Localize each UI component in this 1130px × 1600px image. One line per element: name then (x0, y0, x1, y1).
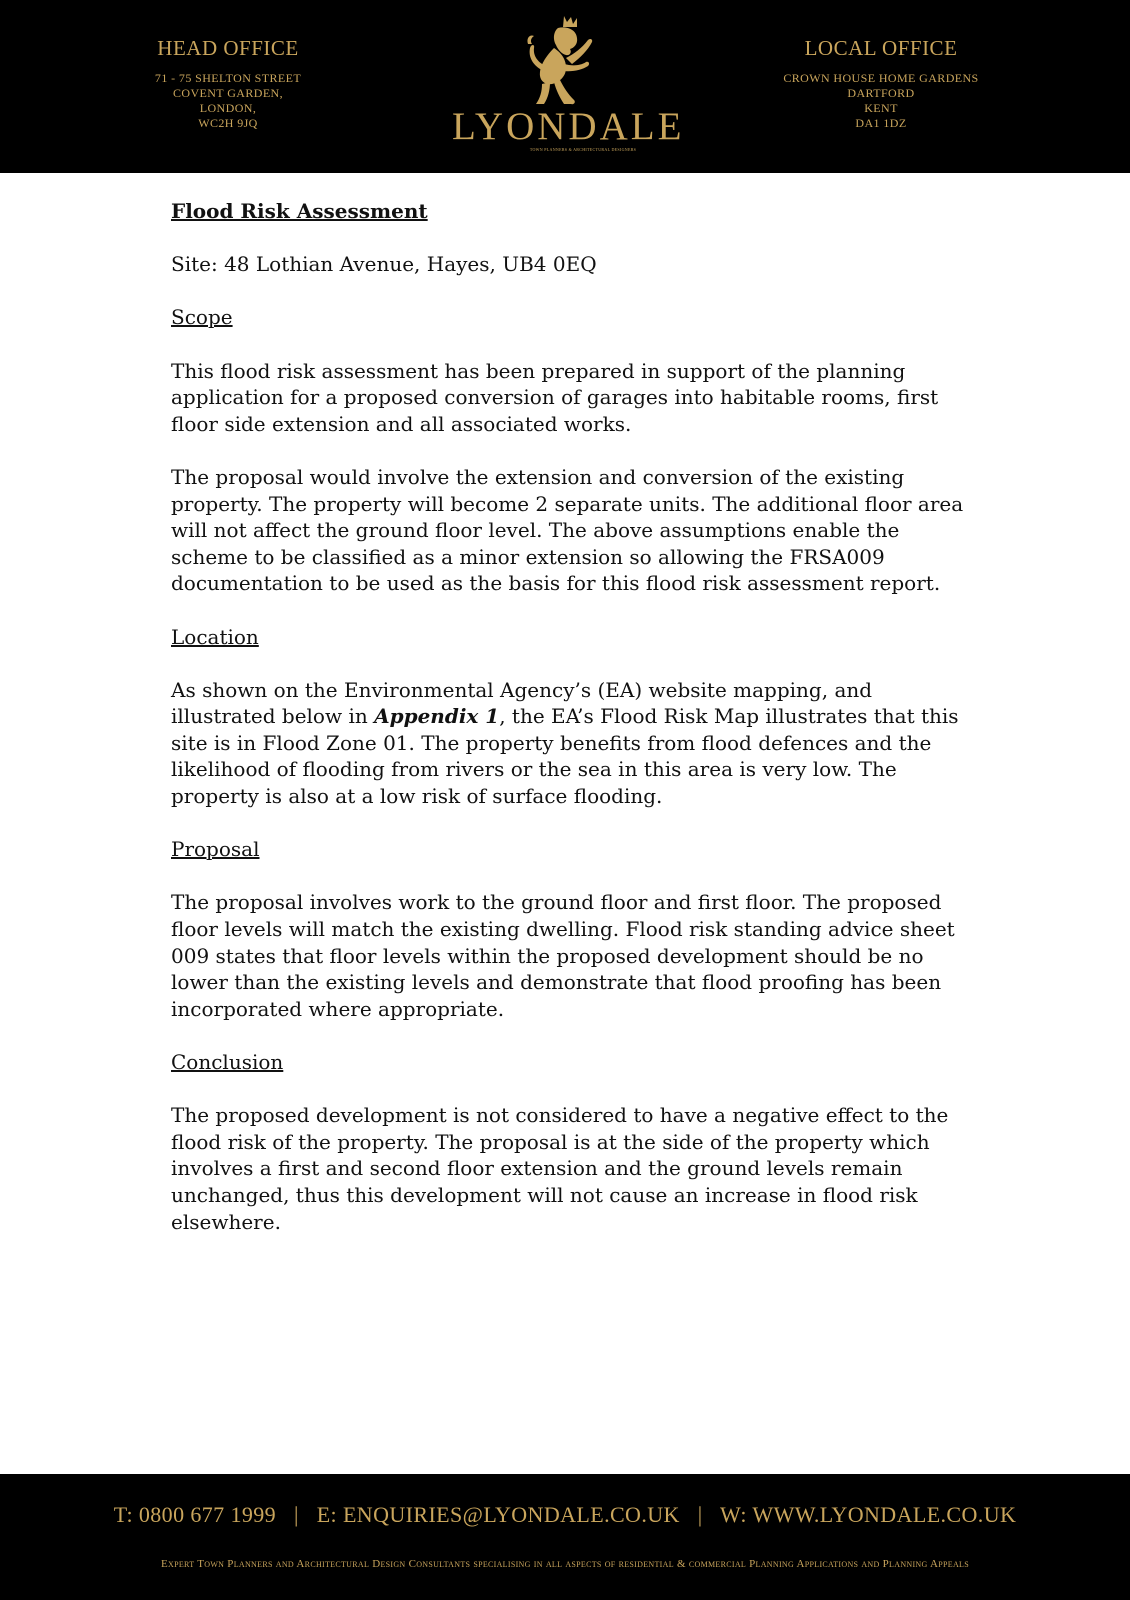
conclusion-heading: Conclusion (171, 1050, 284, 1074)
site-address: Site: 48 Lothian Avenue, Hayes, UB4 0EQ (171, 252, 597, 277)
location-text-start: As shown on the Environmental Agency’s (EA) website mapping, and illustrated below in (171, 677, 873, 729)
lion-crest-icon (514, 14, 604, 106)
scope-paragraph: This flood risk assessment has been prepared in support of the planning application for a proposed conversion of garages into habitable rooms, first floor side extension and all associated works. (171, 358, 939, 436)
document-body (171, 198, 971, 1262)
footer-contacts (0, 1502, 1130, 1528)
footer-phone: T: 0800 677 1999 (113, 1502, 277, 1527)
head-office-line: WC2H 9JQ (198, 116, 258, 130)
head-office-line: COVENT GARDEN, (172, 86, 284, 100)
logo-tagline: TOWN PLANNERS & ARCHITECTURAL DESIGNERS (529, 147, 637, 152)
letterhead-header (0, 0, 1130, 173)
head-office-line: LONDON, (199, 101, 257, 115)
footer-separator: | (697, 1502, 703, 1527)
scope-heading: Scope (171, 305, 233, 330)
local-office-line: KENT (864, 101, 898, 115)
proposal-paragraph: The proposal involves work to the ground floor and first floor. The proposed floor levels will match the existing dwelling. Flood risk standing advice sheet 009 states that floor levels within the proposed development should be no lower than the existing levels and demonstrate that flood proofing has been incorporated where appropriate. (171, 890, 955, 1021)
footer-separator: | (293, 1502, 299, 1527)
appendix-reference: Appendix 1 (374, 704, 500, 729)
document-title: Flood Risk Assessment (171, 199, 428, 223)
footer-email: E: ENQUIRIES@LYONDALE.CO.UK (316, 1502, 680, 1527)
footer-website: W: WWW.LYONDALE.CO.UK (720, 1502, 1017, 1527)
local-office-block (751, 36, 1011, 131)
head-office-line: 71 - 75 SHELTON STREET (154, 71, 302, 85)
location-text-end: , the EA’s Flood Risk Map illustrates that this site is in Flood Zone 01. The property benefits from flood defences and the likelihood of flooding from rivers or the sea in this area is very low. The property is also at a low risk of surface flooding. (171, 704, 959, 809)
letterhead-footer (0, 1474, 1130, 1600)
head-office-title: HEAD OFFICE (157, 36, 299, 60)
proposal-intro-paragraph: The proposal would involve the extension and conversion of the existing property. The property will become 2 separate units. The additional floor area will not affect the ground floor level. The above assumptions enable the scheme to be classified as a minor extension so allowing the FRSA009 documentation to be used as the basis for this flood risk assessment report. (171, 464, 964, 596)
local-office-title: LOCAL OFFICE (804, 36, 958, 60)
lyondale-logo (452, 14, 685, 160)
local-office-line: DARTFORD (847, 86, 915, 100)
local-office-line: DA1 1DZ (855, 116, 907, 130)
logo-wordmark: LYONDALE (452, 105, 685, 148)
footer-tagline: Expert Town Planners and Architectural Design Consultants specialising in all aspects of residential & commercial Planning Applications and Planning Appeals (161, 1558, 969, 1570)
proposal-heading: Proposal (171, 837, 260, 862)
conclusion-paragraph: The proposed development is not considered to have a negative effect to the flood risk of the property. The proposal is at the side of the property which involves a first and second floor extension and the ground levels remain unchanged, thus this development will not cause an increase in flood risk elsewhere. (171, 1103, 949, 1234)
location-paragraph (171, 677, 971, 810)
local-office-line: CROWN HOUSE HOME GARDENS (783, 71, 979, 85)
location-heading: Location (171, 624, 259, 649)
head-office-block (98, 36, 358, 131)
